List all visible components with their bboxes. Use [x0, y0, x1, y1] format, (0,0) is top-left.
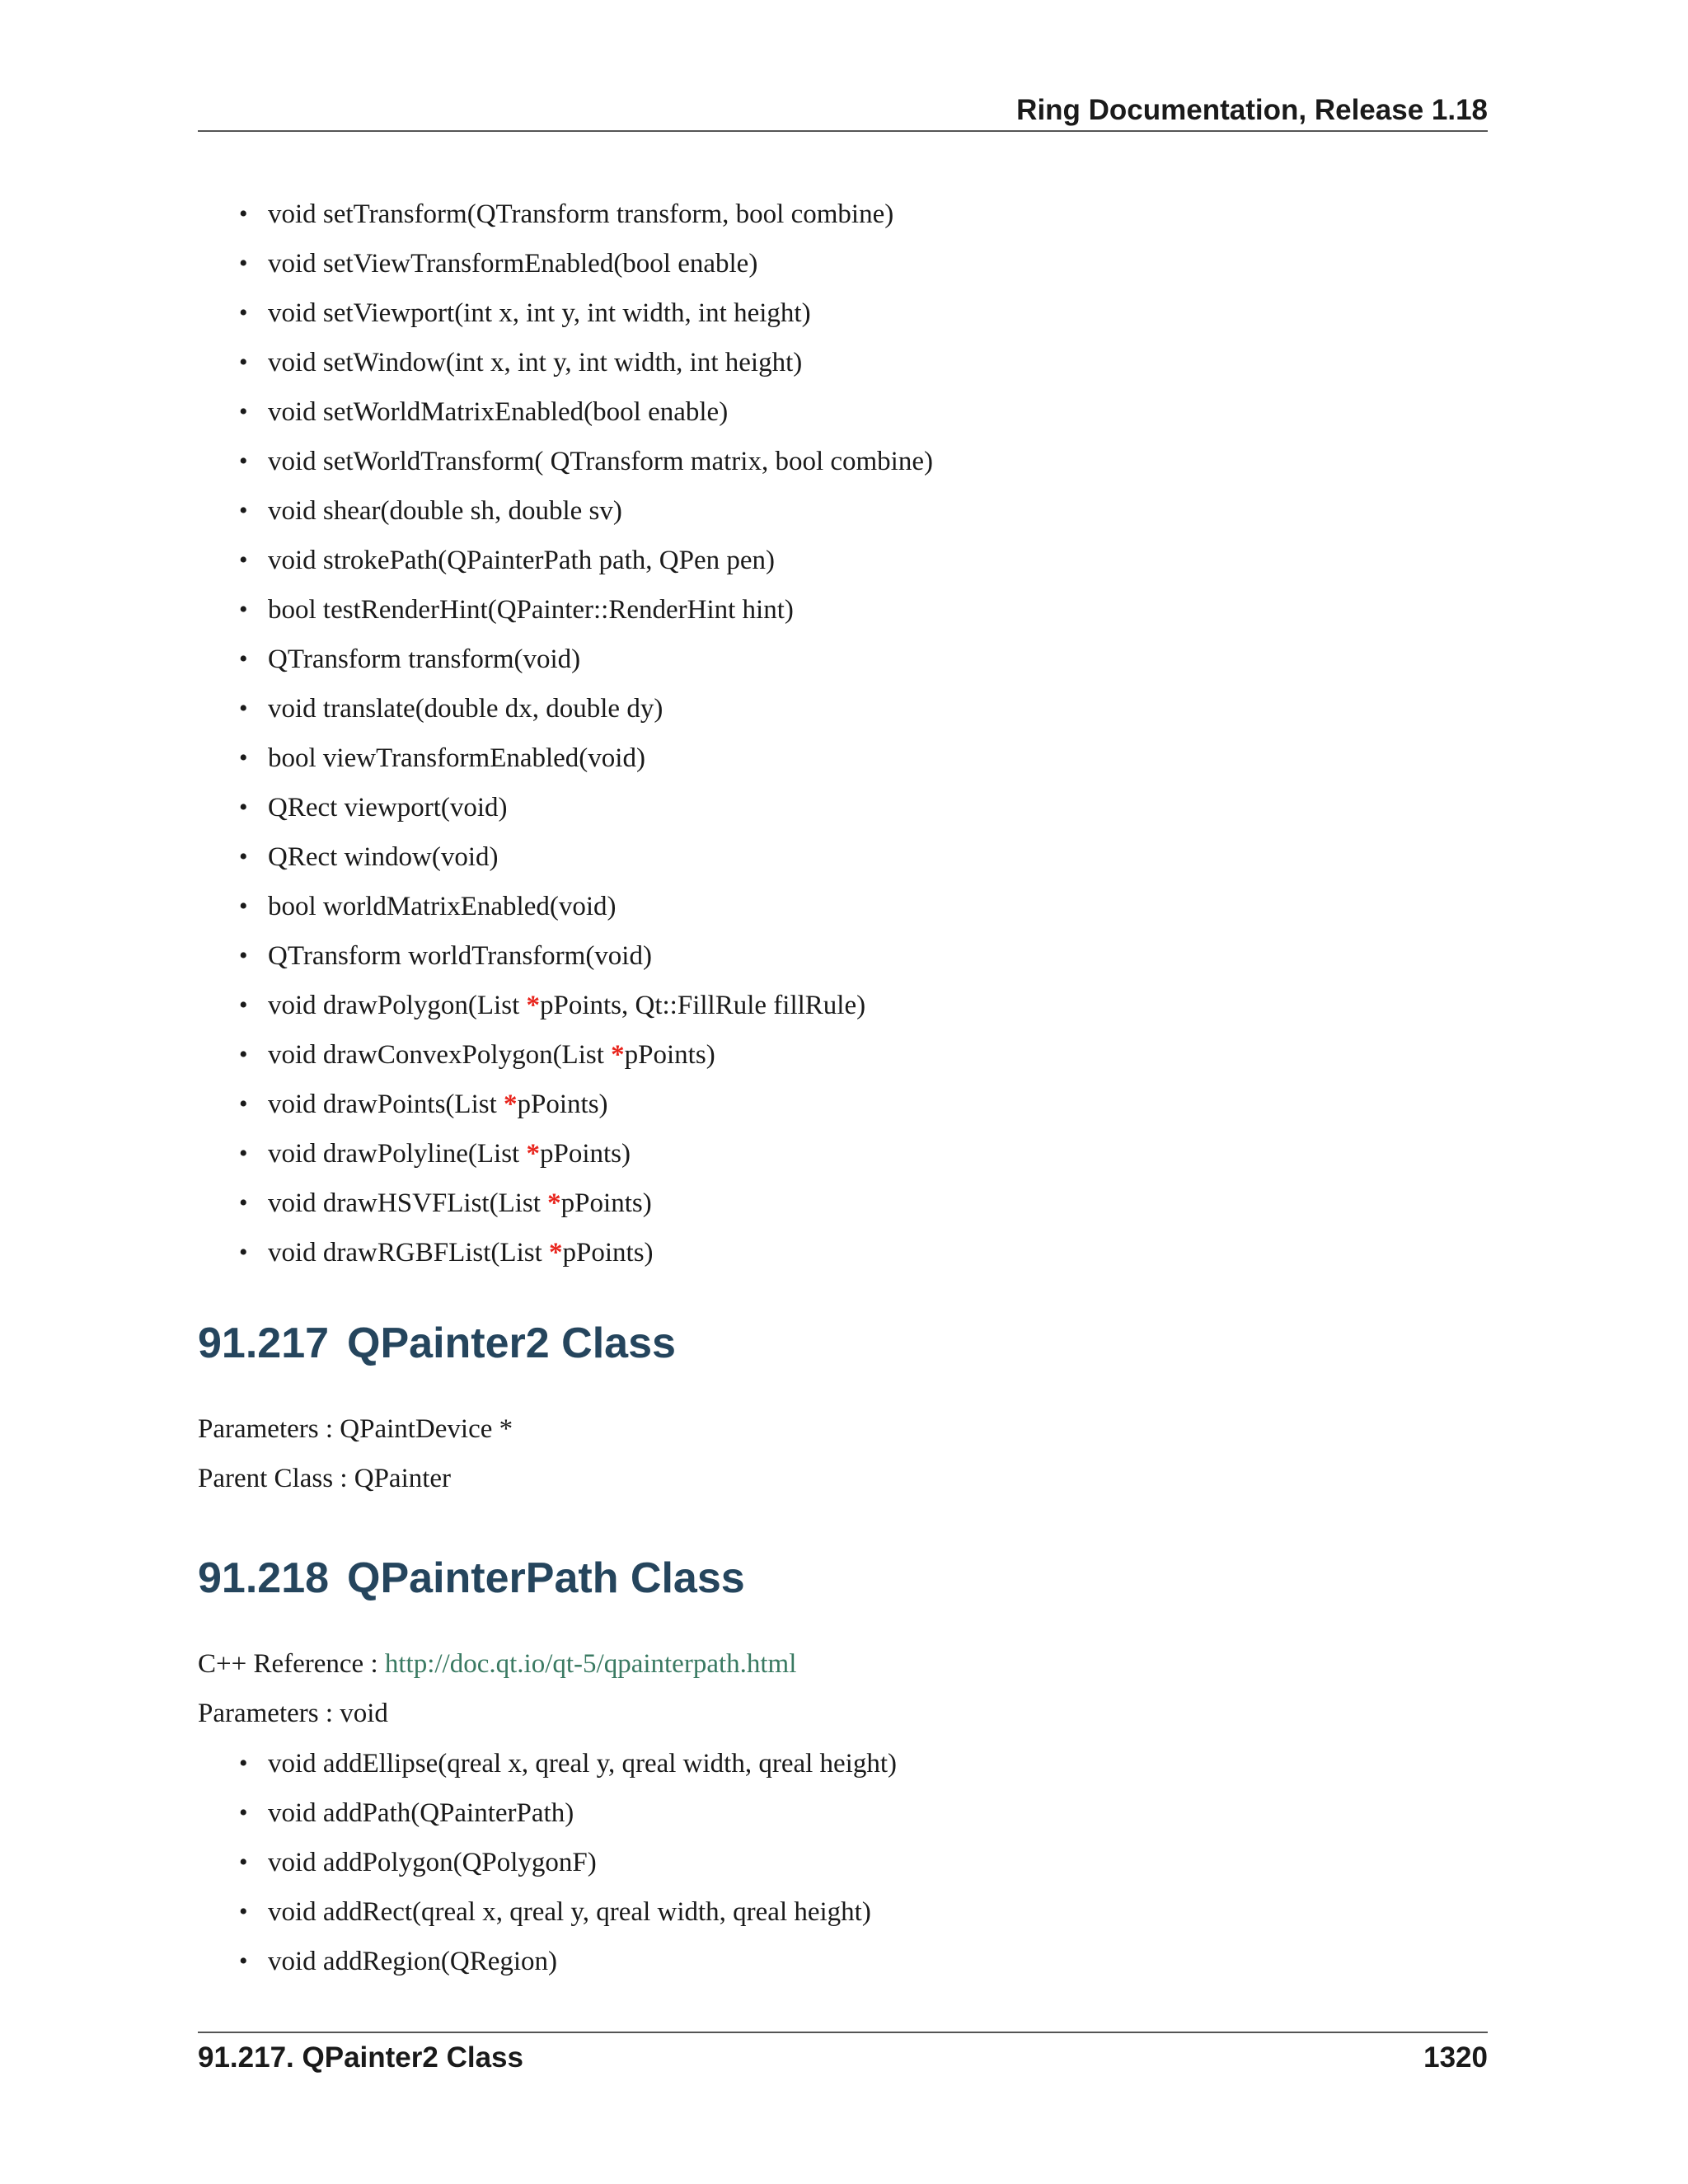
- bullet-icon: •: [239, 1898, 248, 1925]
- method-signature: void addPath(QPainterPath): [268, 1798, 574, 1828]
- method-signature: bool worldMatrixEnabled(void): [268, 892, 617, 921]
- list-item: [239, 1937, 897, 1986]
- pointer-asterisk: *: [547, 1188, 561, 1218]
- method-signature: void drawHSVFList(List: [268, 1188, 548, 1218]
- bullet-icon: •: [239, 744, 248, 771]
- list-item: [239, 1739, 897, 1788]
- method-signature-rest: pPoints): [539, 1139, 631, 1169]
- section-number: 91.218: [198, 1554, 330, 1602]
- method-list-qpainter: [239, 190, 933, 1277]
- bullet-icon: •: [239, 1041, 248, 1068]
- method-signature: void shear(double sh, double sv): [268, 496, 622, 526]
- cpp-reference-line: [198, 1649, 796, 1680]
- pointer-asterisk: *: [526, 1139, 540, 1169]
- bullet-icon: •: [239, 349, 248, 376]
- parameters-line: Parameters : void: [198, 1699, 388, 1728]
- list-item: [239, 981, 933, 1030]
- bullet-icon: •: [239, 1189, 248, 1216]
- method-signature-rest: pPoints): [517, 1090, 608, 1119]
- method-signature: void setWorldMatrixEnabled(bool enable): [268, 397, 729, 427]
- list-item: [239, 1788, 897, 1838]
- bullet-icon: •: [239, 843, 248, 870]
- bullet-icon: •: [239, 250, 248, 277]
- method-signature: void translate(double dx, double dy): [268, 694, 663, 724]
- bullet-icon: •: [239, 1849, 248, 1876]
- list-item: [239, 1838, 897, 1887]
- list-item: [239, 437, 933, 486]
- list-item: [239, 486, 933, 536]
- list-item: [239, 1030, 933, 1080]
- method-signature: void addEllipse(qreal x, qreal y, qreal width, qreal height): [268, 1749, 898, 1779]
- method-signature: void addRegion(QRegion): [268, 1947, 558, 1976]
- list-item: [239, 288, 933, 338]
- method-signature-rest: pPoints, Qt::FillRule fillRule): [539, 991, 866, 1020]
- cpp-reference-label: C++ Reference :: [198, 1649, 385, 1679]
- method-signature: QRect window(void): [268, 842, 499, 872]
- list-item: [239, 1080, 933, 1129]
- bullet-icon: •: [239, 546, 248, 574]
- list-item: [239, 684, 933, 733]
- method-signature: void drawRGBFList(List: [268, 1238, 550, 1268]
- method-signature-rest: pPoints): [560, 1188, 652, 1218]
- method-signature: void strokePath(QPainterPath path, QPen pen): [268, 546, 775, 575]
- method-signature: void drawPolyline(List: [268, 1139, 527, 1169]
- method-signature: QTransform worldTransform(void): [268, 941, 652, 971]
- method-signature: void setTransform(QTransform transform, bool combine): [268, 199, 894, 229]
- section-title: QPainterPath Class: [347, 1554, 745, 1602]
- method-signature: void setViewport(int x, int y, int width, int height): [268, 298, 811, 328]
- bullet-icon: •: [239, 1140, 248, 1167]
- pointer-asterisk: *: [504, 1090, 518, 1119]
- pointer-asterisk: *: [549, 1238, 563, 1268]
- list-item: [239, 733, 933, 783]
- cpp-reference-link[interactable]: http://doc.qt.io/qt-5/qpainterpath.html: [384, 1649, 797, 1679]
- bullet-icon: •: [239, 1090, 248, 1118]
- section-heading-qpainterpath: [198, 1554, 745, 1603]
- list-item: [239, 1887, 897, 1937]
- page-number: 1320: [1423, 2041, 1488, 2074]
- method-signature: QRect viewport(void): [268, 793, 508, 823]
- section-title: QPainter2 Class: [347, 1319, 676, 1367]
- method-signature: void addPolygon(QPolygonF): [268, 1848, 597, 1877]
- list-item: [239, 190, 933, 239]
- list-item: [239, 585, 933, 635]
- running-header: [198, 89, 1488, 132]
- bullet-icon: •: [239, 1750, 248, 1777]
- document-title: Ring Documentation, Release 1.18: [1016, 94, 1488, 126]
- bullet-icon: •: [239, 695, 248, 722]
- method-signature: void setViewTransformEnabled(bool enable): [268, 249, 758, 279]
- method-signature-rest: pPoints): [624, 1040, 715, 1070]
- method-signature: void setWindow(int x, int y, int width, int height): [268, 348, 803, 377]
- list-item: [239, 536, 933, 585]
- pointer-asterisk: *: [611, 1040, 625, 1070]
- list-item: [239, 882, 933, 931]
- bullet-icon: •: [239, 1799, 248, 1826]
- section-number: 91.217: [198, 1319, 330, 1367]
- bullet-icon: •: [239, 299, 248, 326]
- bullet-icon: •: [239, 794, 248, 821]
- bullet-icon: •: [239, 398, 248, 425]
- section-heading-qpainter2: [198, 1319, 676, 1368]
- method-signature: bool viewTransformEnabled(void): [268, 743, 645, 773]
- bullet-icon: •: [239, 942, 248, 969]
- method-signature: QTransform transform(void): [268, 644, 581, 674]
- method-signature: void drawPolygon(List: [268, 991, 527, 1020]
- method-list-qpainterpath: [239, 1739, 897, 1986]
- list-item: [239, 783, 933, 832]
- method-signature: bool testRenderHint(QPainter::RenderHint hint): [268, 595, 794, 625]
- list-item: [239, 239, 933, 288]
- bullet-icon: •: [239, 893, 248, 920]
- pointer-asterisk: *: [526, 991, 540, 1020]
- list-item: [239, 635, 933, 684]
- list-item: [239, 931, 933, 981]
- bullet-icon: •: [239, 200, 248, 227]
- method-signature: void drawPoints(List: [268, 1090, 504, 1119]
- list-item: [239, 1179, 933, 1228]
- list-item: [239, 1228, 933, 1277]
- bullet-icon: •: [239, 448, 248, 475]
- method-signature: void drawConvexPolygon(List: [268, 1040, 612, 1070]
- bullet-icon: •: [239, 1947, 248, 1975]
- bullet-icon: •: [239, 991, 248, 1019]
- bullet-icon: •: [239, 645, 248, 673]
- method-signature: void setWorldTransform( QTransform matrix, bool combine): [268, 447, 933, 476]
- page-footer: [198, 2032, 1488, 2083]
- bullet-icon: •: [239, 1239, 248, 1266]
- bullet-icon: •: [239, 497, 248, 524]
- method-signature: void addRect(qreal x, qreal y, qreal width, qreal height): [268, 1897, 871, 1927]
- parent-class-line: Parent Class : QPainter: [198, 1464, 452, 1493]
- bullet-icon: •: [239, 596, 248, 623]
- method-signature-rest: pPoints): [562, 1238, 654, 1268]
- list-item: [239, 387, 933, 437]
- footer-section: 91.217. QPainter2 Class: [198, 2041, 523, 2074]
- list-item: [239, 1129, 933, 1179]
- list-item: [239, 338, 933, 387]
- parameters-line: Parameters : QPaintDevice *: [198, 1414, 513, 1444]
- list-item: [239, 832, 933, 882]
